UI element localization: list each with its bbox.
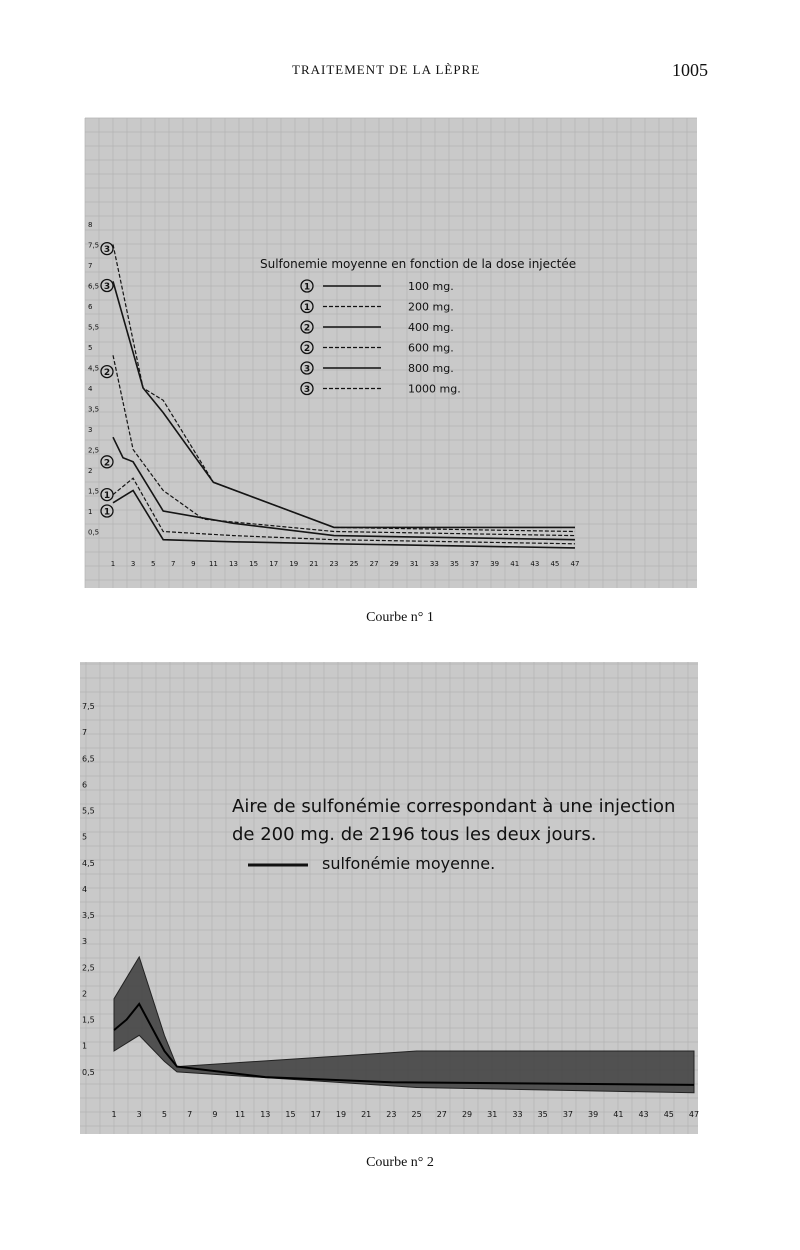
chart1-legend-group: 2	[303, 323, 311, 334]
chart1-x-tick-label: 27	[369, 560, 379, 568]
chart2-x-tick-label: 23	[386, 1110, 397, 1119]
chart1-x-tick-label: 13	[229, 560, 238, 568]
chart2-x-tick-label: 25	[411, 1110, 422, 1119]
chart1-x-tick-label: 39	[490, 560, 500, 568]
chart2-y-tick-label: 7,5	[82, 702, 95, 711]
chart2-x-tick-label: 27	[436, 1110, 447, 1119]
chart1-annotation-label: 1	[103, 491, 111, 502]
chart1-y-tick-label: 5	[88, 344, 93, 352]
chart2-y-tick-label: 2,5	[82, 963, 95, 973]
chart2-area-band	[114, 957, 694, 1093]
chart2-title-line-1: Aire de sulfonémie correspondant à une injection	[232, 796, 676, 817]
figure-courbe-1	[85, 118, 697, 588]
chart1-annotation-label: 3	[103, 245, 111, 256]
chart2-x-tick-label: 33	[512, 1110, 523, 1119]
chart1-legend-group: 1	[303, 282, 311, 293]
chart2-x-tick-label: 5	[161, 1110, 167, 1119]
chart2-y-tick-label: 1	[82, 1041, 88, 1051]
chart1-x-tick-label: 11	[208, 560, 218, 568]
chart2-legend-label: sulfonémie moyenne.	[322, 854, 496, 873]
chart1-legend-group: 3	[303, 385, 311, 395]
chart1-x-tick-label: 15	[249, 560, 259, 568]
chart2-x-tick-label: 43	[638, 1110, 649, 1119]
chart1-legend-label: 400 mg.	[408, 321, 454, 334]
chart1-y-tick-label: 1	[88, 508, 93, 516]
chart2-y-tick-label: 7	[82, 728, 88, 738]
chart1-x-tick-label: 3	[130, 560, 136, 568]
chart2-y-tick-label: 3,5	[82, 911, 95, 921]
chart1-y-tick-label: 2,5	[88, 446, 100, 455]
chart1-y-tick-label: 1,5	[88, 487, 100, 496]
chart-courbe-2	[80, 662, 698, 1134]
chart1-y-tick-label: 4	[88, 385, 93, 393]
chart1-title: Sulfonemie moyenne en fonction de la dose injectée	[260, 257, 577, 271]
chart1-legend-group: 1	[303, 303, 311, 313]
chart2-x-tick-label: 11	[234, 1110, 246, 1119]
chart1-x-tick-label: 37	[470, 560, 480, 568]
chart2-x-tick-label: 47	[688, 1110, 700, 1119]
chart1-legend-label: 200 mg.	[408, 300, 454, 314]
chart1-x-tick-label: 19	[289, 560, 299, 568]
chart1-legend-group: 3	[303, 364, 311, 375]
chart1-x-tick-label: 47	[570, 560, 580, 568]
chart1-y-tick-label: 6,5	[88, 282, 100, 291]
chart1-annotation-label: 2	[103, 458, 111, 469]
chart1-x-tick-label: 17	[269, 560, 279, 568]
chart2-y-tick-label: 4	[82, 884, 88, 894]
chart1-annotation-label: 2	[103, 368, 111, 379]
chart1-y-tick-label: 5,5	[88, 323, 100, 332]
chart2-y-tick-label: 5,5	[82, 806, 95, 816]
chart2-y-tick-label: 2	[82, 989, 88, 999]
chart2-y-tick-label: 6,5	[82, 754, 95, 764]
chart1-x-tick-label: 31	[409, 560, 419, 568]
chart1-y-tick-label: 3,5	[88, 405, 100, 414]
chart1-x-tick-label: 9	[191, 560, 196, 568]
chart1-y-tick-label: 4,5	[88, 364, 100, 373]
chart1-x-tick-label: 45	[550, 560, 560, 568]
chart1-grid	[85, 118, 697, 588]
page-number: 1005	[672, 60, 708, 80]
chart1-y-tick-label: 3	[88, 426, 93, 434]
chart2-x-tick-label: 45	[663, 1110, 674, 1119]
chart1-y-tick-label: 0,5	[88, 528, 100, 537]
chart1-x-tick-label: 23	[329, 560, 339, 568]
chart2-title-line-2: de 200 mg. de 2196 tous les deux jours.	[232, 824, 597, 845]
chart2-x-tick-label: 29	[461, 1110, 473, 1119]
chart2-y-tick-label: 1,5	[82, 1015, 95, 1025]
chart2-x-tick-label: 41	[613, 1110, 624, 1119]
chart1-series-line-5	[113, 281, 575, 527]
chart1-x-tick-label: 21	[309, 560, 319, 568]
chart1-legend-group: 2	[303, 344, 311, 354]
chart2-x-tick-label: 39	[588, 1110, 599, 1119]
chart1-x-tick-label: 7	[171, 560, 176, 568]
chart1-x-tick-label: 1	[110, 560, 116, 568]
chart1-annotation-label: 3	[103, 282, 111, 292]
chart1-x-tick-label: 5	[150, 560, 156, 568]
chart1-x-tick-label: 25	[349, 560, 359, 568]
running-title: TRAITEMENT DE LA LÈPRE	[292, 62, 481, 77]
chart2-x-tick-label: 37	[562, 1110, 574, 1119]
chart1-x-tick-label: 43	[530, 560, 540, 568]
chart1-y-tick-label: 6	[88, 303, 93, 311]
chart1-legend-label: 100 mg.	[408, 280, 454, 293]
chart1-legend-label: 800 mg.	[408, 362, 454, 375]
chart2-x-tick-label: 1	[111, 1110, 117, 1119]
chart2-x-tick-label: 35	[537, 1110, 548, 1119]
chart1-y-tick-label: 7	[88, 262, 93, 270]
figure-courbe-2	[80, 662, 698, 1134]
chart2-x-tick-label: 19	[335, 1110, 347, 1119]
chart2-y-tick-label: 0,5	[82, 1067, 95, 1077]
chart1-x-tick-label: 41	[510, 560, 520, 568]
chart1-annotation-label: 1	[103, 507, 111, 518]
caption-courbe-1: Courbe n° 1	[366, 610, 434, 625]
chart1-legend-label: 1000 mg.	[408, 382, 461, 396]
chart2-x-tick-label: 15	[285, 1110, 296, 1119]
chart1-x-tick-label: 29	[389, 560, 399, 568]
chart-courbe-1	[85, 118, 697, 588]
chart1-x-tick-label: 33	[429, 560, 439, 568]
chart1-x-tick-label: 35	[450, 560, 459, 568]
chart1-y-tick-label: 7,5	[88, 241, 100, 250]
chart2-y-tick-label: 6	[82, 780, 88, 790]
chart2-x-tick-label: 9	[212, 1110, 218, 1119]
chart1-legend-label: 600 mg.	[408, 341, 454, 355]
chart1-y-tick-label: 2	[88, 467, 93, 475]
chart1-y-tick-label: 8	[88, 221, 93, 229]
chart2-x-tick-label: 21	[361, 1110, 372, 1119]
chart2-y-tick-label: 4,5	[82, 858, 95, 868]
chart2-x-tick-label: 31	[487, 1110, 498, 1119]
chart2-y-tick-label: 3	[82, 937, 88, 947]
chart2-y-tick-label: 5	[82, 832, 88, 842]
chart1-series-line-4	[113, 355, 575, 535]
chart2-x-tick-label: 3	[136, 1110, 142, 1119]
chart2-x-tick-label: 13	[260, 1110, 271, 1119]
running-head	[0, 60, 800, 84]
chart2-x-tick-label: 7	[187, 1110, 193, 1119]
chart2-x-tick-label: 17	[310, 1110, 321, 1119]
caption-courbe-2: Courbe n° 2	[366, 1155, 434, 1170]
